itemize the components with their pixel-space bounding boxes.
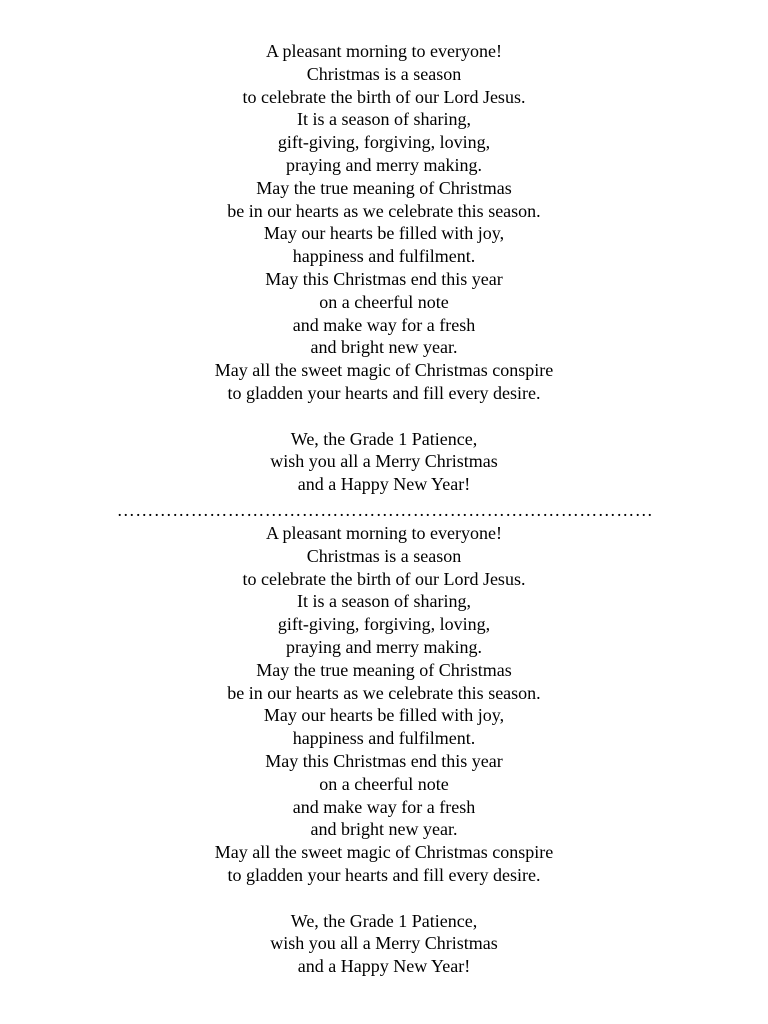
closing-line: and a Happy New Year!: [297, 956, 471, 977]
closing-line: We, the Grade 1 Patience,: [290, 910, 478, 931]
message-line: A pleasant morning to everyone!: [266, 41, 502, 61]
closing-line: wish you all a Merry Christmas: [270, 451, 498, 472]
message-line: praying and merry making.: [286, 154, 482, 175]
message-line: May the true meaning of Christmas: [256, 177, 512, 198]
message-line: May our hearts be filled with joy,: [263, 705, 505, 726]
message-line: May the true meaning of Christmas: [256, 659, 512, 680]
christmas-message: [0, 522, 768, 978]
closing-line: We, the Grade 1 Patience,: [290, 428, 478, 449]
message-line: May all the sweet magic of Christmas conspire: [214, 842, 554, 863]
message-line: to gladden your hearts and fill every desire.: [227, 382, 541, 403]
message-line: gift-giving, forgiving, loving,: [277, 614, 491, 635]
message-line: to gladden your hearts and fill every desire.: [227, 864, 541, 885]
stanza-gap: [0, 405, 768, 428]
message-line: May this Christmas end this year: [265, 268, 503, 289]
message-line: It is a season of sharing,: [297, 109, 471, 130]
message-line: May our hearts be filled with joy,: [263, 223, 505, 244]
message-line: gift-giving, forgiving, loving,: [277, 132, 491, 153]
message-line: praying and merry making.: [286, 636, 482, 657]
message-line: May all the sweet magic of Christmas conspire: [214, 360, 554, 381]
christmas-message: [0, 40, 768, 496]
message-line: to celebrate the birth of our Lord Jesus.: [242, 568, 526, 589]
closing-line: and a Happy New Year!: [297, 474, 471, 495]
stanza-gap: [0, 887, 768, 910]
dotted-divider: ……………………………………………………………………………: [116, 500, 654, 520]
message-line: be in our hearts as we celebrate this season.: [227, 682, 541, 703]
message-line: and make way for a fresh: [292, 314, 476, 335]
message-line: and bright new year.: [310, 337, 458, 358]
message-line: May this Christmas end this year: [265, 750, 503, 771]
closing-line: wish you all a Merry Christmas: [270, 933, 498, 954]
message-line: happiness and fulfilment.: [292, 728, 476, 749]
message-line: to celebrate the birth of our Lord Jesus.: [242, 86, 526, 107]
message-line: on a cheerful note: [319, 773, 449, 794]
message-line: and bright new year.: [310, 819, 458, 840]
message-line: on a cheerful note: [319, 291, 449, 312]
message-line: happiness and fulfilment.: [292, 246, 476, 267]
message-line: be in our hearts as we celebrate this season.: [227, 200, 541, 221]
message-line: and make way for a fresh: [292, 796, 476, 817]
message-line: Christmas is a season: [306, 545, 462, 566]
message-line: Christmas is a season: [306, 63, 462, 84]
message-line: It is a season of sharing,: [297, 591, 471, 612]
message-line: A pleasant morning to everyone!: [266, 523, 502, 543]
